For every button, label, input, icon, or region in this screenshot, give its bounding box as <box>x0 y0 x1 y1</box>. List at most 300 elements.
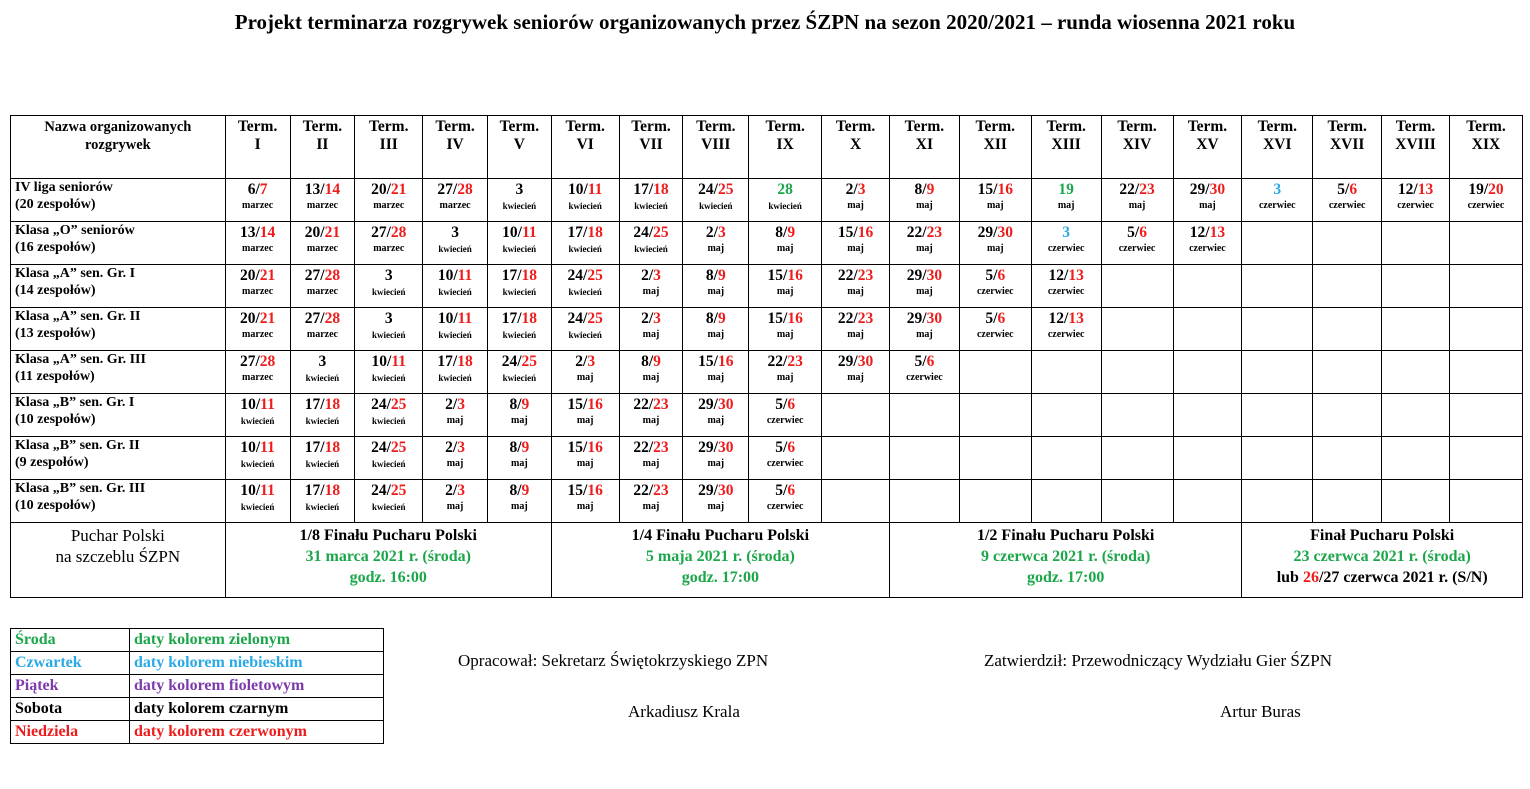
date-cell <box>1382 351 1450 394</box>
saturday-date: 2 <box>705 224 714 241</box>
match-dates <box>1174 222 1242 243</box>
page-title: Projekt terminarza rozgrywek seniorów organizowanych przez ŚZPN na sezon 2020/2021 – runda wiosenna 2021 roku <box>234 10 1296 34</box>
column-header-term-18 <box>1382 116 1450 179</box>
cup-r8-title: 1/8 Finału Pucharu Polski <box>299 527 477 544</box>
column-header-term-16 <box>1242 116 1313 179</box>
term-label: Term. <box>1187 118 1228 135</box>
match-dates <box>620 179 683 200</box>
month-label: marzec <box>306 286 338 297</box>
competition-title: Klasa „A” sen. Gr. II <box>15 309 141 324</box>
legend-day: Środa <box>11 629 130 652</box>
month-label: maj <box>847 286 864 297</box>
sunday-date: 9 <box>521 396 530 413</box>
month-label: kwiecień <box>371 459 406 469</box>
cup-final-alt-pre: lub <box>1276 569 1303 586</box>
term-label: Term. <box>835 118 876 135</box>
cup-r2-date: 9 czerwca 2021 r. (środa) <box>981 548 1151 565</box>
date-separator: / <box>648 353 654 370</box>
saturday-date: 27 <box>437 181 453 198</box>
month-label: kwiecień <box>240 416 275 426</box>
saturday-date: 24 <box>371 482 387 499</box>
competition-title: Klasa „O” seniorów <box>15 223 135 238</box>
saturday-date: 8 <box>509 439 518 456</box>
date-separator: / <box>386 482 391 499</box>
month-label: kwiecień <box>371 287 406 297</box>
saturday-date: 17 <box>633 181 649 198</box>
sunday-date: 30 <box>717 396 734 413</box>
date-separator: / <box>320 224 325 241</box>
month-label: maj <box>916 200 933 211</box>
sunday-date: 23 <box>653 439 669 456</box>
term-number: I <box>254 136 261 153</box>
month-label: marzec <box>242 200 274 211</box>
match-dates <box>226 222 290 243</box>
term-number: VI <box>576 136 594 153</box>
sunday-date: 30 <box>997 224 1013 241</box>
month-label: kwiecień <box>502 201 537 211</box>
table-row <box>11 351 1523 394</box>
match-dates <box>355 480 422 501</box>
match-dates <box>890 222 959 243</box>
match-dates <box>1102 222 1173 243</box>
saturday-date: 8 <box>641 353 649 370</box>
saturday-date: 17 <box>304 482 321 499</box>
saturday-date: 5 <box>1127 224 1135 241</box>
date-cell <box>355 394 423 437</box>
saturday-date: 17 <box>501 267 518 284</box>
saturday-date: 5 <box>985 267 994 284</box>
month-label: maj <box>847 243 864 254</box>
date-separator: / <box>853 224 858 241</box>
month-label: czerwiec <box>1258 200 1296 211</box>
table-row <box>11 394 1523 437</box>
sunday-date: 9 <box>717 310 726 327</box>
saturday-date: 24 <box>567 310 584 327</box>
sunday-date: 21 <box>390 181 407 198</box>
month-label: maj <box>776 243 794 254</box>
sunday-date: 30 <box>857 353 874 370</box>
saturday-date: 8 <box>705 310 714 327</box>
date-separator: / <box>255 310 260 327</box>
match-dates <box>822 179 889 200</box>
date-separator: / <box>713 310 718 327</box>
match-date: 3 <box>1273 181 1282 198</box>
term-number: X <box>849 136 862 153</box>
cup-r8-time: godz. 16:00 <box>349 569 427 586</box>
date-cell <box>1382 437 1450 480</box>
saturday-date: 5 <box>775 482 784 499</box>
month-label: maj <box>916 286 933 297</box>
date-cell <box>749 351 822 394</box>
sunday-date: 16 <box>787 267 803 284</box>
date-separator: / <box>648 396 654 413</box>
month-label: maj <box>776 372 794 383</box>
column-header-name <box>11 116 226 179</box>
date-separator: / <box>783 353 788 370</box>
sunday-date: 11 <box>587 181 603 198</box>
month-label: kwiecień <box>371 330 406 340</box>
saturday-date: 17 <box>567 224 584 241</box>
sunday-date: 28 <box>324 310 341 327</box>
month-label: marzec <box>373 243 405 254</box>
date-cell <box>822 394 890 437</box>
date-cell <box>423 179 488 222</box>
month-label: kwiecień <box>502 244 537 254</box>
date-cell <box>487 351 551 394</box>
date-separator: / <box>255 267 260 284</box>
match-dates <box>291 222 355 243</box>
match-dates <box>355 222 422 243</box>
match-dates <box>552 308 619 329</box>
date-cell <box>290 265 355 308</box>
cup-r2-title: 1/2 Finału Pucharu Polski <box>976 527 1155 544</box>
saturday-date: 27 <box>239 353 256 370</box>
date-cell <box>889 265 959 308</box>
month-label: kwiecień <box>502 287 537 297</box>
date-cell <box>423 437 488 480</box>
match-dates <box>226 437 290 458</box>
sunday-date: 6 <box>787 482 796 499</box>
date-separator: / <box>922 310 927 327</box>
saturday-date: 10 <box>371 353 387 370</box>
date-cell <box>1101 179 1173 222</box>
date-separator: / <box>648 181 654 198</box>
month-label: maj <box>986 200 1004 211</box>
cup-r8-date: 31 marca 2021 r. (środa) <box>305 548 471 565</box>
saturday-date: 24 <box>371 396 387 413</box>
legend-description: daty kolorem czarnym <box>130 698 384 721</box>
legend-description: daty kolorem zielonym <box>130 629 384 652</box>
date-cell <box>355 351 423 394</box>
date-cell <box>1173 351 1242 394</box>
date-cell <box>889 222 959 265</box>
date-cell <box>1173 222 1242 265</box>
saturday-date: 15 <box>767 310 784 327</box>
sunday-date: 25 <box>390 439 407 456</box>
match-dates <box>488 265 551 286</box>
sunday-date: 18 <box>521 267 538 284</box>
month-label: czerwiec <box>1189 243 1226 254</box>
date-cell <box>355 308 423 351</box>
sunday-date: 23 <box>857 267 874 284</box>
month-label: kwiecień <box>568 330 602 340</box>
saturday-date: 13 <box>304 181 321 198</box>
date-cell <box>290 179 355 222</box>
date-cell <box>225 480 290 523</box>
date-cell <box>487 222 551 265</box>
date-cell <box>1031 351 1101 394</box>
date-cell <box>749 480 822 523</box>
match-dates <box>890 265 959 286</box>
saturday-date: 15 <box>567 439 584 456</box>
date-cell <box>355 179 423 222</box>
saturday-date: 12 <box>1048 310 1065 327</box>
term-label: Term. <box>631 118 671 135</box>
date-cell <box>749 437 822 480</box>
sunday-date: 9 <box>717 267 726 284</box>
sunday-date: 11 <box>260 396 275 413</box>
date-separator: / <box>1064 310 1069 327</box>
date-cell <box>749 222 822 265</box>
date-cell <box>822 437 890 480</box>
cup-label-line2: na szczeblu ŚZPN <box>55 547 181 566</box>
date-cell <box>683 222 749 265</box>
saturday-date: 29 <box>698 482 714 499</box>
match-dates <box>620 351 683 372</box>
saturday-date: 19 <box>1468 181 1484 198</box>
date-cell <box>1242 222 1313 265</box>
competition-name <box>11 222 226 265</box>
saturday-date: 15 <box>767 267 784 284</box>
date-separator: / <box>993 310 998 327</box>
match-dates <box>960 308 1031 329</box>
sunday-date: 18 <box>324 482 341 499</box>
saturday-date: 8 <box>914 181 923 198</box>
month-label: maj <box>847 329 864 340</box>
date-separator: / <box>648 482 654 499</box>
term-number: XIII <box>1051 136 1081 153</box>
date-cell <box>1382 179 1450 222</box>
date-cell <box>959 351 1031 394</box>
date-cell <box>551 394 619 437</box>
date-cell <box>487 179 551 222</box>
match-dates <box>552 265 619 286</box>
date-cell <box>1101 308 1173 351</box>
saturday-date: 22 <box>906 224 923 241</box>
date-cell <box>487 437 551 480</box>
match-dates <box>355 179 422 200</box>
date-cell <box>683 351 749 394</box>
saturday-date: 22 <box>1119 181 1135 198</box>
date-cell <box>889 480 959 523</box>
date-cell <box>1449 394 1522 437</box>
saturday-date: 20 <box>239 310 256 327</box>
match-dates <box>291 265 355 286</box>
cup-round-1-4 <box>551 523 889 598</box>
column-header-term-10 <box>822 116 890 179</box>
month-label: czerwiec <box>1047 243 1085 254</box>
month-label: kwiecień <box>568 287 602 297</box>
date-cell <box>225 351 290 394</box>
sunday-date: 30 <box>926 267 943 284</box>
match-dates <box>226 265 290 286</box>
saturday-date: 29 <box>906 267 923 284</box>
month-label: maj <box>511 415 528 426</box>
date-cell <box>1313 222 1382 265</box>
date-cell <box>423 480 488 523</box>
cup-r2-time: godz. 17:00 <box>1027 569 1105 586</box>
month-label: kwiecień <box>502 373 537 383</box>
match-date: 28 <box>777 181 793 198</box>
table-row <box>11 179 1523 222</box>
month-label: maj <box>642 501 660 512</box>
match-dates <box>423 179 487 200</box>
cup-label <box>11 523 226 598</box>
date-cell <box>1382 222 1450 265</box>
month-label: maj <box>1057 200 1075 211</box>
month-label: kwiecień <box>240 502 275 512</box>
date-separator: / <box>648 224 654 241</box>
match-dates <box>1313 179 1381 200</box>
month-label: maj <box>847 372 864 383</box>
month-label: maj <box>776 286 794 297</box>
sunday-date: 16 <box>587 439 603 456</box>
match-dates <box>291 480 355 501</box>
date-cell <box>487 265 551 308</box>
date-cell <box>1101 437 1173 480</box>
saturday-date: 10 <box>567 181 584 198</box>
match-dates <box>488 308 551 329</box>
sunday-date: 16 <box>787 310 803 327</box>
date-separator: / <box>452 353 458 370</box>
match-dates <box>683 480 748 501</box>
sunday-date: 23 <box>1139 181 1155 198</box>
term-number: XIX <box>1471 136 1501 153</box>
date-cell <box>1101 265 1173 308</box>
date-cell <box>959 308 1031 351</box>
month-label: marzec <box>242 329 274 340</box>
sunday-date: 9 <box>521 482 530 499</box>
date-cell <box>1031 308 1101 351</box>
match-dates <box>226 394 290 415</box>
date-cell <box>290 308 355 351</box>
date-cell <box>959 394 1031 437</box>
sunday-date: 9 <box>521 439 530 456</box>
sunday-date: 3 <box>457 482 465 499</box>
legend-description: daty kolorem niebieskim <box>130 652 384 675</box>
column-header-term-12 <box>959 116 1031 179</box>
date-separator: / <box>583 439 588 456</box>
date-cell <box>1382 265 1450 308</box>
month-label: kwiecień <box>438 373 472 383</box>
saturday-date: 20 <box>239 267 256 284</box>
date-cell <box>551 437 619 480</box>
cup-r4-title: 1/4 Finału Pucharu Polski <box>631 527 810 544</box>
sunday-date: 6 <box>997 267 1006 284</box>
sunday-date: 23 <box>926 224 943 241</box>
match-dates <box>620 394 683 415</box>
month-label: maj <box>707 458 725 469</box>
sunday-date: 6 <box>787 396 796 413</box>
date-separator: / <box>452 439 458 456</box>
date-cell <box>1031 394 1101 437</box>
date-cell <box>889 308 959 351</box>
month-label: maj <box>446 415 464 426</box>
match-dates <box>683 308 748 329</box>
date-separator: / <box>255 224 260 241</box>
term-label: Term. <box>1117 118 1157 135</box>
competition-title: Klasa „B” sen. Gr. I <box>15 395 135 410</box>
date-separator: / <box>853 310 858 327</box>
month-label: maj <box>642 372 660 383</box>
date-cell <box>1449 480 1522 523</box>
column-header-term-15 <box>1173 116 1242 179</box>
date-cell <box>290 351 355 394</box>
sunday-date: 16 <box>587 396 603 413</box>
month-label: maj <box>446 458 464 469</box>
saturday-date: 27 <box>304 267 321 284</box>
competition-title: Klasa „B” sen. Gr. II <box>15 438 140 453</box>
match-dates <box>355 394 422 415</box>
date-cell <box>1313 179 1382 222</box>
cup-r4-time: godz. 17:00 <box>681 569 760 586</box>
month-label: maj <box>1128 200 1146 211</box>
date-separator: / <box>1134 224 1140 241</box>
month-label: maj <box>511 458 528 469</box>
team-count: (16 zespołów) <box>15 240 96 255</box>
date-separator: / <box>648 439 654 456</box>
month-label: czerwiec <box>1047 286 1085 297</box>
term-number: XVI <box>1263 136 1292 153</box>
month-label: kwiecień <box>240 459 275 469</box>
month-label: czerwiec <box>1118 243 1156 254</box>
match-dates <box>683 394 748 415</box>
sunday-date: 23 <box>653 482 669 499</box>
date-cell <box>619 222 683 265</box>
match-dates <box>291 394 355 415</box>
column-header-term-9 <box>749 116 822 179</box>
sunday-date: 16 <box>587 482 603 499</box>
date-cell <box>1173 308 1242 351</box>
saturday-date: 22 <box>633 439 649 456</box>
competition-title: Klasa „A” sen. Gr. III <box>15 352 146 367</box>
date-separator: / <box>853 353 858 370</box>
date-separator: / <box>517 396 522 413</box>
term-number: II <box>316 136 329 153</box>
saturday-date: 2 <box>445 396 453 413</box>
date-cell <box>1101 222 1173 265</box>
month-label: kwiecień <box>438 330 472 340</box>
cup-final-date: 23 czerwca 2021 r. (środa) <box>1293 548 1471 565</box>
competition-title: Klasa „B” sen. Gr. III <box>15 481 146 496</box>
month-label: kwiecień <box>502 330 537 340</box>
month-label: kwiecień <box>768 201 802 211</box>
saturday-date: 6 <box>247 181 256 198</box>
date-cell <box>822 222 890 265</box>
term-label: Term. <box>237 118 278 135</box>
saturday-date: 22 <box>837 267 854 284</box>
month-label: marzec <box>306 329 338 340</box>
saturday-date: 10 <box>240 482 256 499</box>
match-dates <box>683 265 748 286</box>
term-label: Term. <box>565 118 605 135</box>
match-dates <box>226 480 290 501</box>
match-dates <box>620 308 683 329</box>
date-cell <box>822 308 890 351</box>
sunday-date: 23 <box>653 396 669 413</box>
term-label: Term. <box>302 118 343 135</box>
date-cell <box>225 308 290 351</box>
sunday-date: 13 <box>1068 310 1084 327</box>
column-header-term-19 <box>1449 116 1522 179</box>
match-dates <box>749 222 821 243</box>
column-header-term-11 <box>889 116 959 179</box>
sunday-date: 30 <box>717 439 734 456</box>
saturday-date: 24 <box>698 181 714 198</box>
column-header-term-6 <box>551 116 619 179</box>
sunday-date: 18 <box>521 310 538 327</box>
date-cell <box>355 480 423 523</box>
prepared-by-label: Opracował: Sekretarz Świętokrzyskiego ZPN <box>458 651 769 670</box>
match-dates <box>749 394 821 415</box>
date-separator: / <box>1064 267 1069 284</box>
date-cell <box>551 179 619 222</box>
table-row <box>11 308 1523 351</box>
date-cell <box>1242 437 1313 480</box>
sunday-date: 21 <box>259 267 276 284</box>
date-separator: / <box>386 224 391 241</box>
date-cell <box>225 437 290 480</box>
